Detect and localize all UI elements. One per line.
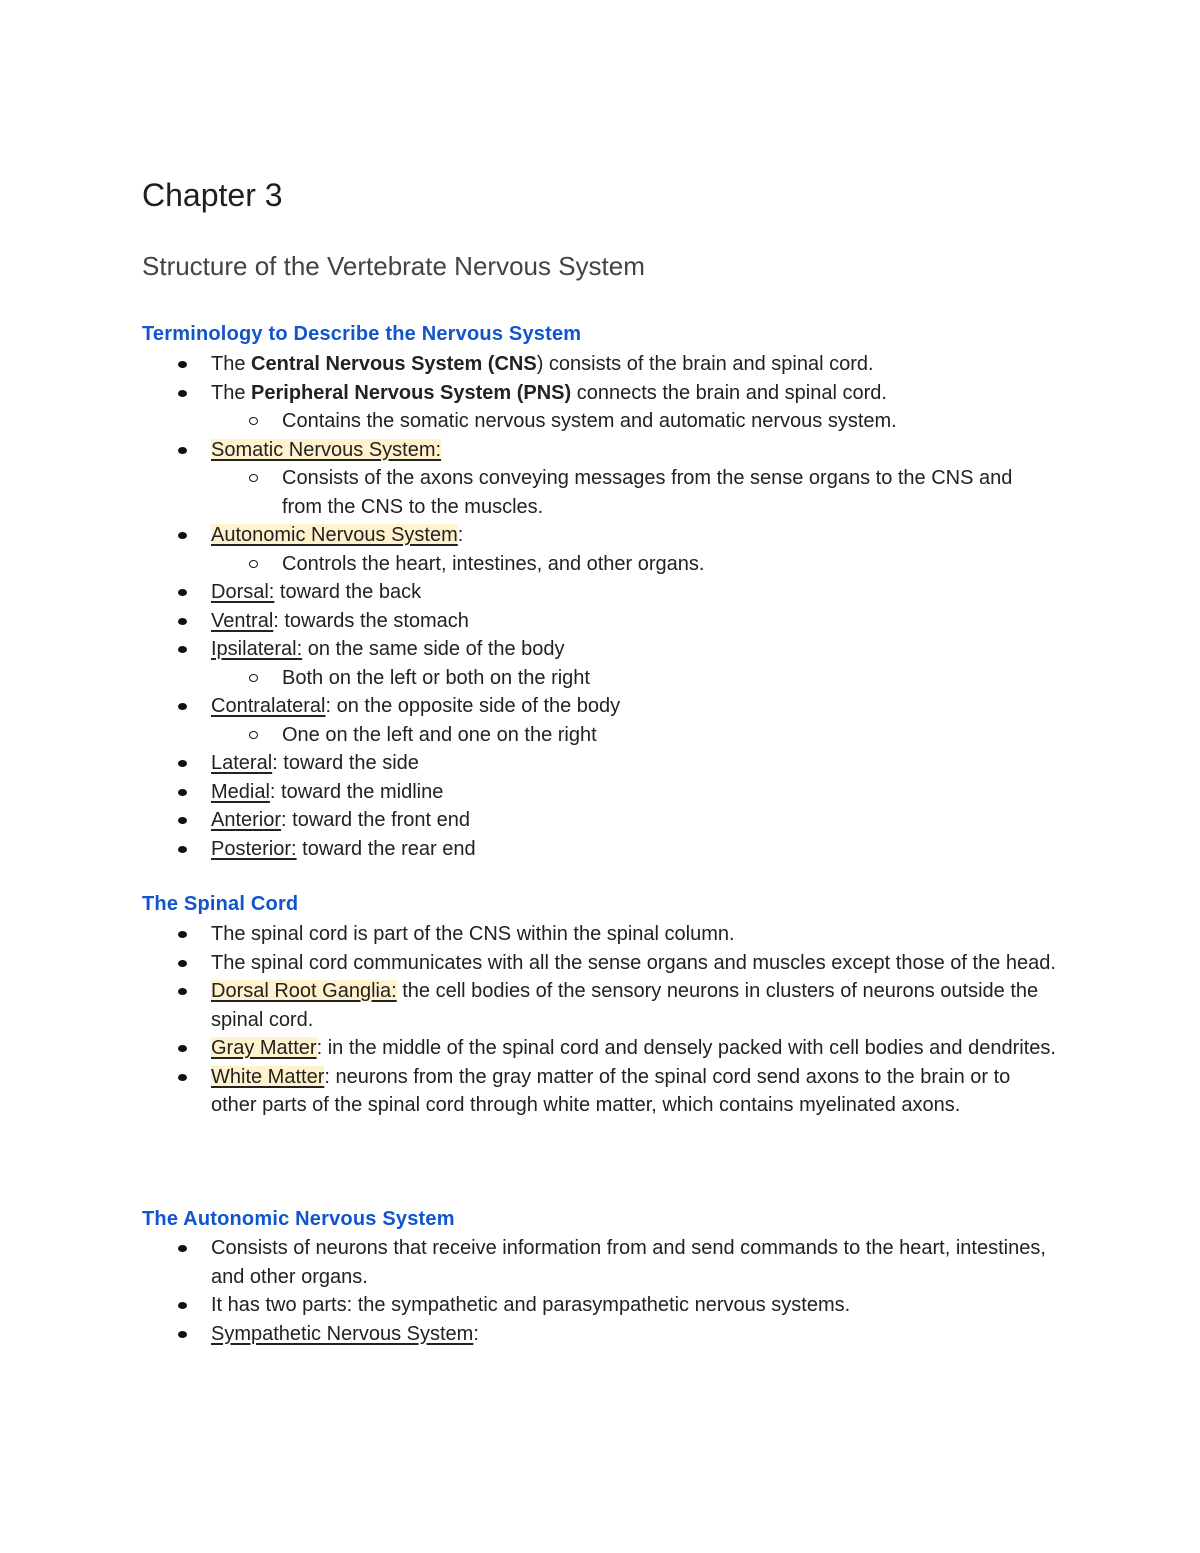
highlighted-term: Somatic Nervous System:: [211, 438, 442, 461]
list-item: Ipsilateral: on the same side of the body: [0, 635, 1061, 664]
list-item: Sympathetic Nervous System:: [0, 1320, 1061, 1349]
underlined-term: Sympathetic Nervous System: [211, 1322, 474, 1345]
list-item: Anterior: toward the front end: [0, 806, 1061, 835]
list-item: Consists of neurons that receive information from and send commands to the heart, intestines, and other organs.: [0, 1234, 1061, 1291]
section-heading-spinal-cord: The Spinal Cord: [142, 893, 299, 915]
underlined-term: Medial: [211, 780, 270, 803]
terminology-list: [0, 350, 1200, 863]
list-item: The spinal cord communicates with all the sense organs and muscles except those of the head.: [0, 949, 1061, 978]
list-item: Dorsal Root Ganglia: the cell bodies of the sensory neurons in clusters of neurons outside the spinal cord.: [0, 977, 1061, 1034]
spinal-cord-list: [0, 920, 1200, 1120]
list-item: [0, 436, 1061, 465]
list-item: The Peripheral Nervous System (PNS) connects the brain and spinal cord.: [0, 379, 1061, 408]
underlined-term: Anterior: [211, 809, 282, 831]
underlined-term: Ipsilateral:: [211, 638, 303, 660]
highlighted-term: Gray Matter: [211, 1037, 317, 1059]
autonomic-list: [0, 1234, 1200, 1348]
sub-list-item: One on the left and one on the right: [0, 721, 1052, 750]
highlighted-term: White Matter: [211, 1065, 325, 1088]
list-item: It has two parts: the sympathetic and parasympathetic nervous systems.: [0, 1291, 1061, 1320]
highlighted-term: Dorsal Root Ganglia:: [211, 980, 397, 1002]
underlined-term: Posterior:: [211, 837, 297, 860]
list-item: Posterior: toward the rear end: [0, 835, 1061, 864]
sub-list-item: Consists of the axons conveying messages from the sense organs to the CNS and from the CNS to the muscles.: [0, 464, 1052, 521]
underlined-term: Lateral: [211, 752, 273, 774]
list-item: The spinal cord is part of the CNS within the spinal column.: [0, 920, 1061, 949]
list-item: White Matter: neurons from the gray matter of the spinal cord send axons to the brain or to other parts of the spinal cord through white matter, which contains myelinated axons.: [0, 1063, 1061, 1120]
list-item: Gray Matter: in the middle of the spinal cord and densely packed with cell bodies and dendrites.: [0, 1034, 1061, 1063]
underlined-term: Contralateral: [211, 695, 326, 717]
page-subtitle: Structure of the Vertebrate Nervous System: [142, 251, 645, 281]
underlined-term: Ventral: [211, 609, 274, 632]
list-item: Contralateral: on the opposite side of the body: [0, 692, 1061, 721]
page-title: Chapter 3: [142, 177, 283, 213]
list-item: The Central Nervous System (CNS) consists of the brain and spinal cord.: [0, 350, 1061, 379]
highlighted-term: Autonomic Nervous System: [211, 524, 458, 546]
list-item: Medial: toward the midline: [0, 778, 1061, 807]
underlined-term: Dorsal:: [211, 581, 275, 603]
section-heading-autonomic: The Autonomic Nervous System: [142, 1208, 455, 1230]
list-item: Lateral: toward the side: [0, 749, 1061, 778]
section-heading-terminology: Terminology to Describe the Nervous System: [142, 323, 582, 345]
sub-list-item: Controls the heart, intestines, and other organs.: [0, 550, 1052, 579]
sub-list-item: Both on the left or both on the right: [0, 664, 1052, 693]
list-item: Ventral: towards the stomach: [0, 607, 1061, 636]
sub-list-item: Contains the somatic nervous system and automatic nervous system.: [0, 407, 1052, 436]
list-item: Dorsal: toward the back: [0, 578, 1061, 607]
list-item: Autonomic Nervous System:: [0, 521, 1061, 550]
